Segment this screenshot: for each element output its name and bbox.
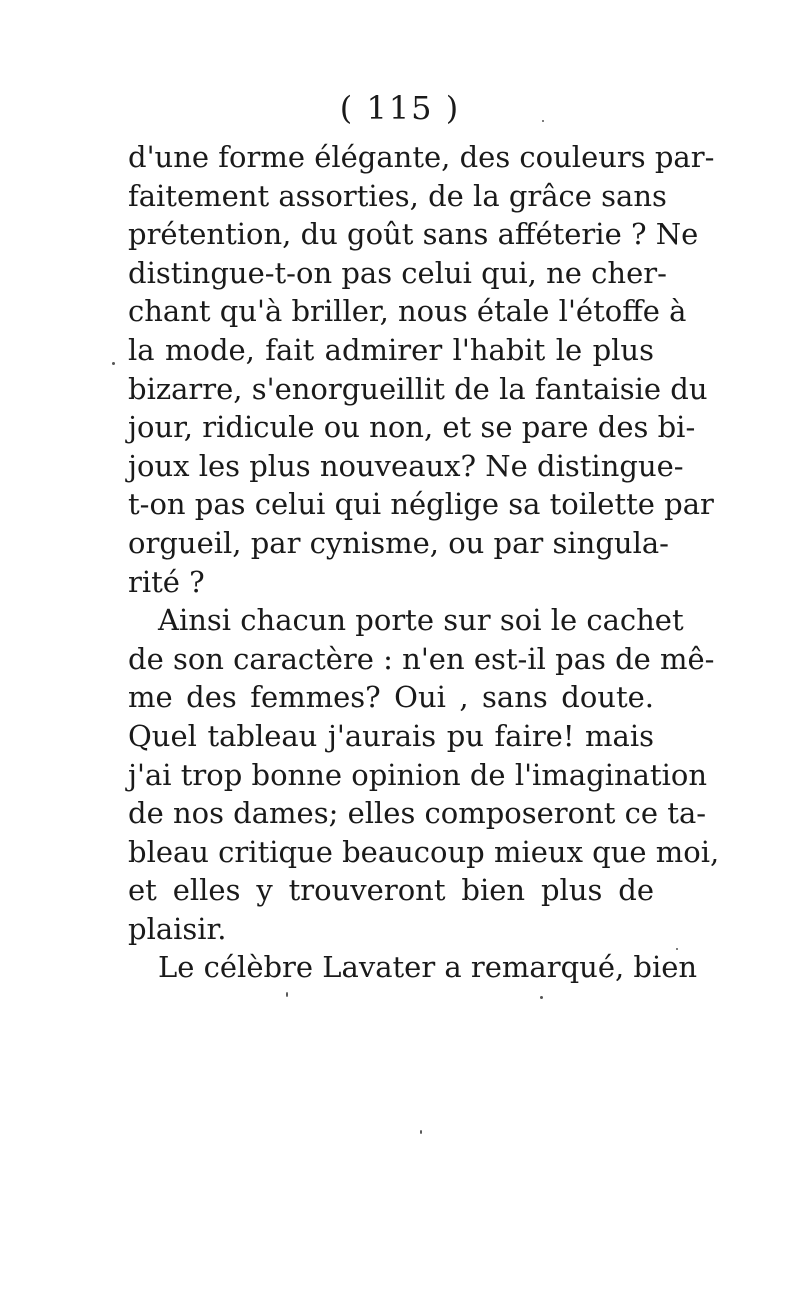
paragraph	[128, 948, 698, 987]
text-line: et elles y trouveront bien plus de	[128, 873, 654, 908]
text-line: distingue-t-on pas celui qui, ne cher-	[128, 255, 667, 290]
text-line: Quel tableau j'aurais pu faire! mais	[128, 718, 654, 753]
text-line: de son caractère : n'en est-il pas de mê-	[128, 641, 715, 676]
text-line: de nos dames; elles composeront ce ta-	[128, 796, 707, 831]
text-line: bizarre, s'enorgueillit de la fantaisie du	[128, 371, 708, 406]
print-speck	[112, 362, 115, 365]
text-line: j'ai trop bonne opinion de l'imagination	[128, 757, 707, 792]
paragraph	[128, 601, 720, 948]
print-speck	[542, 120, 544, 122]
page-number: ( 115 )	[339, 89, 461, 127]
text-line: t-on pas celui qui néglige sa toilette par	[128, 487, 714, 522]
text-line: rité ?	[128, 564, 205, 599]
print-speck	[286, 992, 288, 997]
text-line: Ainsi chacun porte sur soi le cachet	[158, 603, 684, 638]
text-line: prétention, du goût sans afféterie ? Ne	[128, 217, 699, 252]
body-text	[128, 138, 720, 987]
text-line: orgueil, par cynisme, ou par singula-	[128, 525, 669, 560]
text-line: Le célèbre Lavater a remarqué, bien	[158, 950, 698, 985]
paragraph	[128, 138, 715, 601]
text-line: jour, ridicule ou non, et se pare des bi-	[128, 410, 696, 445]
text-line: me des femmes? Oui , sans doute.	[128, 680, 654, 715]
text-line: d'une forme élégante, des couleurs par-	[128, 140, 715, 174]
text-line: bleau critique beaucoup mieux que moi,	[128, 834, 720, 869]
print-speck	[676, 948, 678, 950]
text-line: joux les plus nouveaux? Ne distingue-	[128, 448, 684, 483]
text-line: la mode, fait admirer l'habit le plus	[128, 332, 654, 367]
print-speck	[540, 996, 543, 999]
text-line: plaisir.	[128, 911, 227, 946]
print-speck	[420, 1130, 422, 1134]
text-line: chant qu'à briller, nous étale l'étoffe à	[128, 294, 687, 329]
text-line: faitement assorties, de la grâce sans	[128, 178, 667, 213]
